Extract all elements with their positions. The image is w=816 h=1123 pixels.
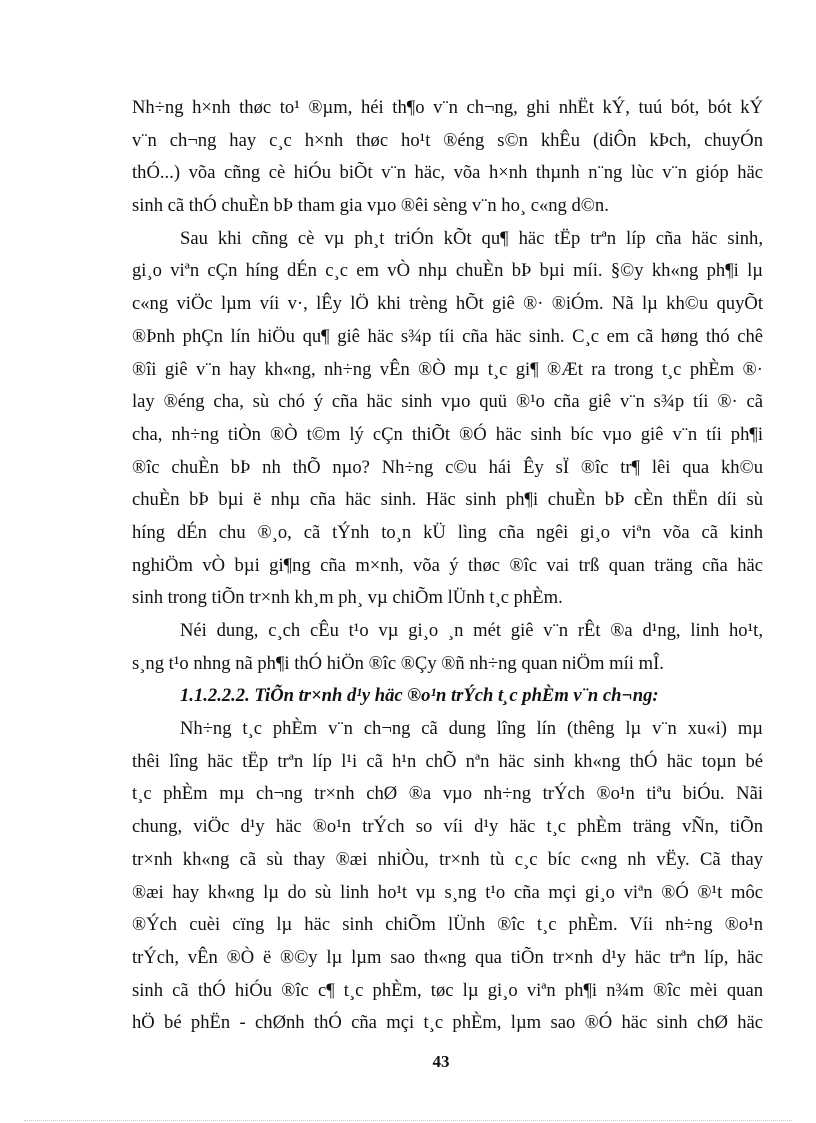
text-line: ®îi giê v¨n hay kh«ng, nh÷ng vÊn ®Ò mµ t¸c gi¶ ®Æt ra trong t¸c phÈm ®· [132, 358, 763, 380]
text-line: sinh cã thÓ hiÓu ®îc c¶ t¸c phÈm, tøc lµ gi¸o viªn ph¶i n¾m ®îc mèi quan [132, 979, 763, 1001]
text-line: thÓ...) võa cñng cè hiÓu biÕt v¨n häc, võa h×nh thµnh n¨ng lùc v¨n gióp häc [132, 162, 763, 184]
paragraph-start-line: Néi dung, c¸ch cÊu t¹o vµ gi¸o ¸n mét giê v¨n rÊt ®a d¹ng, linh ho¹t, [180, 620, 763, 641]
paragraph-start-line: Nh÷ng t¸c phÈm v¨n ch¬ng cã dung lîng lín (thêng lµ v¨n xu«i) mµ [180, 718, 763, 740]
section-heading: 1.1.2.2.2. TiÕn tr×nh d¹y häc ®o¹n trÝch t¸c phÈm v¨n ch¬ng: [180, 685, 659, 707]
text-line: nghiÖm vÒ bµi gi¶ng cña m×nh, võa ý thøc ®îc vai trß quan träng cña häc [132, 554, 763, 576]
text-line: gi¸o viªn cÇn híng dÉn c¸c em vÒ nhµ chuÈn bÞ bµi míi. §©y kh«ng ph¶i lµ [132, 260, 763, 282]
text-line: v¨n ch¬ng hay c¸c h×nh thøc ho¹t ®éng s©n khÊu (diÔn kÞch, chuyÓn [132, 129, 763, 151]
text-line: híng dÉn chu ®¸o, cã tÝnh to¸n kÜ lìng cña ngêi gi¸o viªn võa cã kinh [132, 521, 763, 543]
text-line: trÝch, vÊn ®Ò ë ®©y lµ lµm sao th«ng qua tiÕn tr×nh d¹y häc trªn líp, häc [132, 946, 763, 968]
text-line: sinh trong tiÕn tr×nh kh¸m ph¸ vµ chiÕm lÜnh t¸c phÈm. [132, 587, 563, 609]
text-line: chung, viÖc d¹y häc ®o¹n trÝch so víi d¹y häc t¸c phÈm träng vÑn, tiÕn [132, 816, 763, 838]
text-line: ®îc chuÈn bÞ nh thÕ nµo? Nh÷ng c©u hái Êy sÏ ®îc tr¶ lêi qua kh©u [132, 456, 763, 478]
text-line: s¸ng t¹o nhng nã ph¶i thÓ hiÖn ®îc ®Çy ®ñ nh÷ng quan niÖm míi mÎ. [132, 652, 664, 674]
text-line: hÖ bé phËn - chØnh thÓ cña mçi t¸c phÈm, lµm sao ®Ó häc sinh chØ häc [132, 1012, 763, 1034]
footer-divider [24, 1120, 792, 1121]
text-line: ®Ých cuèi cïng lµ häc sinh chiÕm lÜnh ®îc t¸c phÈm. Víi nh÷ng ®o¹n [132, 914, 763, 936]
paragraph-start-line: Sau khi cñng cè vµ ph¸t triÓn kÕt qu¶ häc tËp trªn líp cña häc sinh, [180, 227, 763, 249]
text-line: lay ®éng cha, sù chó ý cña häc sinh vµo quü ®¹o cña giê v¨n s¾p tíi ®· cã [132, 391, 763, 413]
body-text [132, 92, 763, 1040]
text-line: chuÈn bÞ bµi ë nhµ cña häc sinh. Häc sinh ph¶i chuÈn bÞ cÈn thËn díi sù [132, 489, 763, 511]
text-line: sinh cã thÓ chuÈn bÞ tham gia vµo ®êi sèng v¨n ho¸ c«ng d©n. [132, 195, 609, 217]
text-line: c«ng viÖc lµm víi v·, lÊy lÖ khi trèng hÕt giê ®· ®iÓm. Nã lµ kh©u quyÕt [132, 293, 763, 315]
page-number: 43 [432, 1052, 450, 1071]
text-line: t¸c phÈm mµ ch¬ng tr×nh chØ ®a vµo nh÷ng trÝch ®o¹n tiªu biÓu. Nãi [132, 783, 763, 805]
text-line: ®Þnh phÇn lín hiÖu qu¶ giê häc s¾p tíi cña häc sinh. C¸c em cã høng thó chê [132, 325, 763, 347]
text-line: ®æi hay kh«ng lµ do sù linh ho¹t vµ s¸ng t¹o cña mçi gi¸o viªn ®Ó ®¹t môc [132, 881, 763, 903]
text-line: tr×nh kh«ng cã sù thay ®æi nhiÒu, tr×nh tù c¸c bíc c«ng nh vËy. Cã thay [132, 848, 763, 870]
text-line: Nh÷ng h×nh thøc to¹ ®µm, héi th¶o v¨n ch¬ng, ghi nhËt kÝ, tuú bót, bót kÝ [132, 97, 763, 118]
text-line: cha, nh÷ng tiÒn ®Ò t©m lý cÇn thiÕt ®Ó häc sinh bíc vµo giê v¨n tíi ph¶i [132, 423, 763, 445]
text-line: thêi lîng häc tËp trªn líp l¹i cã h¹n chÕ nªn häc sinh kh«ng thÓ häc toµn bé [132, 750, 763, 772]
